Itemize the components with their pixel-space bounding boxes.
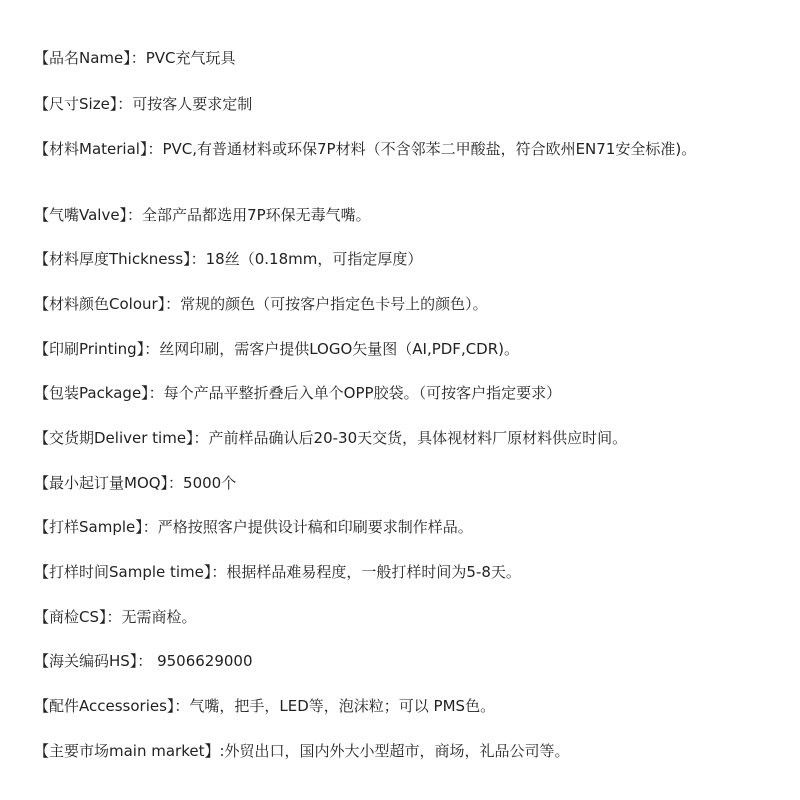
spec-sample-time: 【打样时间Sample time】：根据样品难易程度，一般打样时间为5-8天。 (34, 563, 521, 581)
spec-deliver-time: 【交货期Deliver time】：产前样品确认后20-30天交货，具体视材料厂原材料供应时间。 (34, 429, 628, 447)
spec-material: 【材料Material】：PVC,有普通材料或环保7P材料（不含邻苯二甲酸盐，符合欧州EN71安全标准)。 (34, 140, 697, 158)
spec-thickness: 【材料厚度Thickness】：18丝（0.18mm，可指定厚度） (34, 250, 423, 268)
spec-size: 【尺寸Size】：可按客人要求定制 (34, 95, 253, 113)
spec-printing: 【印刷Printing】：丝网印刷，需客户提供LOGO矢量图（AI,PDF,CDR)。 (34, 340, 520, 358)
spec-sample: 【打样Sample】：严格按照客户提供设计稿和印刷要求制作样品。 (34, 518, 473, 536)
spec-colour: 【材料颜色Colour】：常规的颜色（可按客户指定色卡号上的颜色）。 (34, 295, 488, 313)
spec-main-market: 【主要市场main market】:外贸出口，国内外大小型超市，商场，礼品公司等。 (34, 742, 570, 760)
spec-package: 【包装Package】：每个产品平整折叠后入单个OPP胶袋。（可按客户指定要求） (34, 384, 562, 402)
spec-cs: 【商检CS】：无需商检。 (34, 608, 197, 626)
spec-accessories: 【配件Accessories】：气嘴，把手，LED等，泡沫粒；可以 PMS色。 (34, 697, 496, 715)
spec-valve: 【气嘴Valve】：全部产品都选用7P环保无毒气嘴。 (34, 206, 371, 224)
spec-moq: 【最小起订量MOQ】：5000个 (34, 474, 237, 492)
spec-hs: 【海关编码HS】： 9506629000 (34, 652, 253, 670)
spec-name: 【品名Name】：PVC充气玩具 (34, 49, 236, 67)
